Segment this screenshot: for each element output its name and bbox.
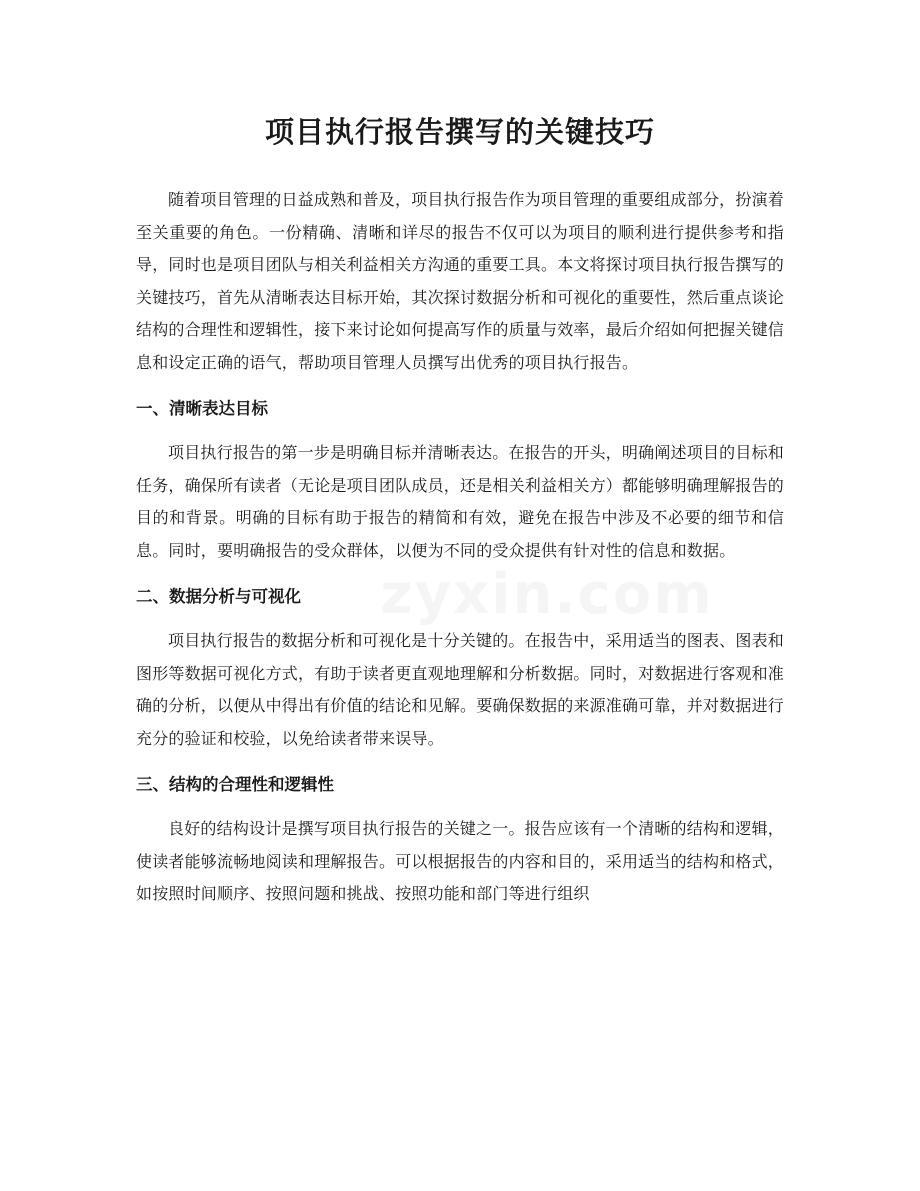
document-title: 项目执行报告撰写的关键技巧 (264, 115, 655, 149)
section-body-2: 项目执行报告的数据分析和可视化是十分关键的。在报告中，采用适当的图表、图表和图形等数据可视化方式，有助于读者更直观地理解和分析数据。同时，对数据进行客观和准确的分析，以便从中得出有价值的结论和见解。要确保数据的来源准确可靠，并对数据进行充分的验证和校验，以免给读者带来误导。 (136, 631, 785, 748)
section-body-3: 良好的结构设计是撰写项目执行报告的关键之一。报告应该有一个清晰的结构和逻辑，使读者能够流畅地阅读和理解报告。可以根据报告的内容和目的，采用适当的结构和格式，如按照时间顺序、按照问题和挑战、按照功能和部门等进行组织 (136, 819, 785, 903)
section-body-1: 项目执行报告的第一步是明确目标并清晰表达。在报告的开头，明确阐述项目的目标和任务，确保所有读者（无论是项目团队成员，还是相关利益相关方）都能够明确理解报告的目的和背景。明确的目标有助于报告的精简和有效，避免在报告中涉及不必要的细节和信息。同时，要明确报告的受众群体，以便为不同的受众提供有针对性的信息和数据。 (136, 443, 785, 560)
section-heading-2: 二、数据分析与可视化 (136, 587, 301, 606)
section-heading-1: 一、清晰表达目标 (136, 399, 268, 418)
section-heading-3: 三、结构的合理性和逻辑性 (136, 775, 334, 794)
intro-paragraph: 随着项目管理的日益成熟和普及，项目执行报告作为项目管理的重要组成部分，扮演着至关重要的角色。一份精确、清晰和详尽的报告不仅可以为项目的顺利进行提供参考和指导，同时也是项目团队与相关利益相关方沟通的重要工具。本文将探讨项目执行报告撰写的关键技巧，首先从清晰表达目标开始，其次探讨数据分析和可视化的重要性，然后重点谈论结构的合理性和逻辑性，接下来讨论如何提高写作的质量与效率，最后介绍如何把握关键信息和设定正确的语气，帮助项目管理人员撰写出优秀的项目执行报告。 (136, 190, 785, 372)
